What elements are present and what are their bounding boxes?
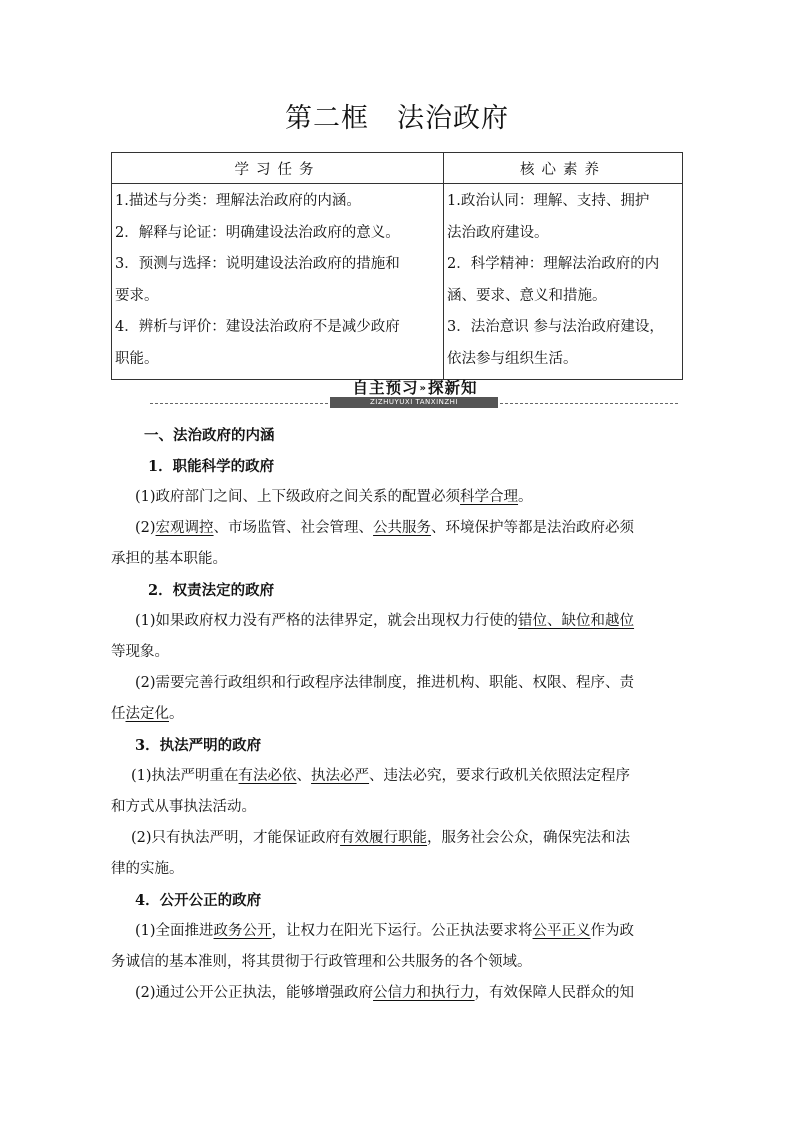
subsection-heading: 1．职能科学的政府: [148, 458, 275, 475]
text-run: (2)通过公开公正执法，能够增强政府: [135, 985, 374, 1001]
literacy-line: 法治政府建设。: [447, 224, 549, 241]
paragraph-line: 承担的基本职能。: [111, 551, 227, 567]
text-run: (1)执法严明重在: [131, 768, 239, 784]
header-core-literacy: 核心素养: [444, 153, 683, 184]
task-line: 4．辨析与评价：建设法治政府不是减少政府: [115, 319, 400, 335]
text-run: ，有效保障人民群众的知: [474, 985, 635, 1001]
subsection-heading: 2．权责法定的政府: [148, 582, 275, 599]
literacy-line: 1.政治认同：理解、支持、拥护: [447, 193, 650, 209]
learning-goals-table: [111, 152, 683, 380]
paragraph-line: [111, 513, 683, 544]
text-run: 任: [111, 706, 126, 722]
page-title: 第二框 法治政府: [285, 103, 509, 134]
main-content: [111, 420, 683, 1009]
text-run: 、: [296, 768, 312, 784]
banner-title: [337, 376, 493, 398]
paragraph-line: [111, 978, 683, 1009]
core-literacy-cell: [444, 184, 683, 380]
key-term: 公共服务: [373, 520, 432, 536]
key-term: 有法必依: [238, 768, 297, 784]
text-run: ，让权力在阳光下运行。公正执法要求将: [271, 923, 533, 939]
text-run: 、环境保护等都是法治政府必须: [431, 520, 635, 536]
literacy-line: 3．法治意识 参与法治政府建设，: [447, 319, 664, 335]
paragraph-line: [111, 916, 683, 947]
section-banner: [150, 376, 678, 410]
key-term: 宏观调控: [155, 520, 214, 536]
task-line: 要求。: [115, 287, 159, 304]
banner-left-text: 自主预习: [352, 379, 419, 397]
header-learning-tasks: 学习任务: [112, 153, 444, 184]
task-line: 2．解释与论证：明确建设法治政府的意义。: [115, 224, 400, 241]
text-run: (2)只有执法严明，才能保证政府: [131, 830, 341, 846]
paragraph-line: [111, 823, 683, 854]
key-term: 公信力和执行力: [373, 985, 475, 1001]
text-run: (1)政府部门之间、上下级政府之间关系的配置必须: [135, 489, 461, 505]
text-run: 、违法必究，要求行政机关依照法定程序: [369, 768, 631, 784]
text-run: 作为政: [590, 923, 635, 939]
subsection-heading: 3．执法严明的政府: [135, 737, 262, 754]
key-term: 政务公开: [213, 923, 272, 939]
paragraph-line: [111, 761, 683, 792]
table-row: [112, 184, 683, 380]
subsection-heading: 4．公开公正的政府: [135, 892, 262, 909]
banner-pinyin: ZIZHUYUXI TANXINZHI: [330, 397, 498, 408]
key-term: 公平正义: [532, 923, 591, 939]
banner-right-text: 探新知: [427, 379, 478, 397]
learning-tasks-cell: [112, 184, 444, 380]
paragraph-line: 和方式从事执法活动。: [111, 799, 256, 815]
paragraph-line: [111, 482, 683, 513]
table-header-row: [112, 153, 683, 184]
paragraph-line: (2)需要完善行政组织和行政程序法律制度，推进机构、职能、权限、程序、责: [135, 675, 635, 691]
key-term: 执法必严: [311, 768, 370, 784]
literacy-line: 2．科学精神：理解法治政府的内: [447, 256, 660, 272]
paragraph-line: [111, 606, 683, 637]
paragraph-line: 律的实施。: [111, 861, 184, 877]
key-term: 法定化: [125, 706, 169, 722]
paragraph-line: [111, 699, 683, 730]
text-run: 。: [518, 489, 533, 505]
text-run: (1)如果政府权力没有严格的法律界定，就会出现权力行使的: [135, 613, 519, 629]
literacy-line: 涵、要求、意义和措施。: [447, 287, 607, 304]
text-run: ，服务社会公众，确保宪法和法: [427, 830, 631, 846]
literacy-line: 依法参与组织生活。: [447, 350, 578, 367]
text-run: 、市场监管、社会管理、: [213, 520, 374, 536]
paragraph-line: 等现象。: [111, 644, 169, 660]
task-line: 3．预测与选择：说明建设法治政府的措施和: [115, 256, 400, 272]
section-heading: 一、法治政府的内涵: [144, 427, 275, 444]
key-term: 科学合理: [460, 489, 519, 505]
text-run: (1)全面推进: [135, 923, 214, 939]
paragraph-line: 务诚信的基本准则，将其贯彻于行政管理和公共服务的各个领域。: [111, 954, 532, 970]
text-run: (2): [135, 520, 156, 536]
key-term: 有效履行职能: [340, 830, 428, 846]
double-arrow-icon: »: [419, 383, 427, 394]
key-term: 错位、缺位和越位: [518, 613, 635, 629]
task-line: 职能。: [115, 350, 159, 367]
task-line: 1.描述与分类：理解法治政府的内涵。: [115, 193, 361, 209]
text-run: 。: [169, 706, 184, 722]
